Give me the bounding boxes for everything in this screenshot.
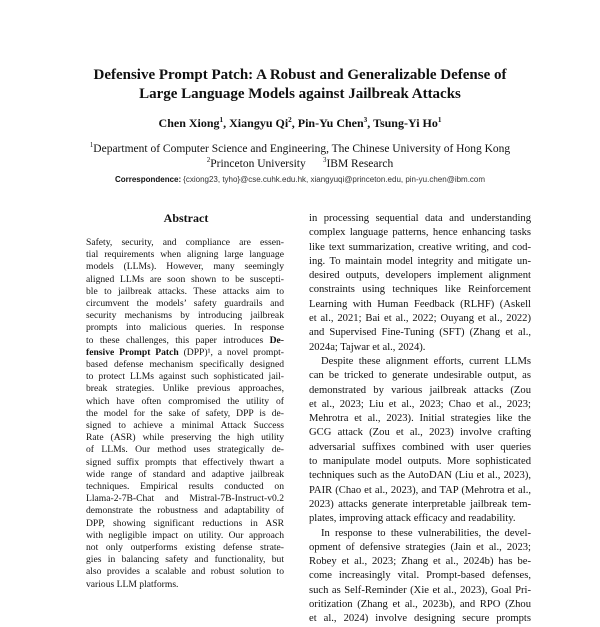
abstract-line: not only outperforms existing defense strate- (86, 542, 284, 554)
abstract-line: fensive Prompt Patch (DPP)¹, a novel prompt- (86, 346, 284, 358)
abstract-line: to protect LLMs against such sophisticated jail- (86, 371, 284, 383)
abstract-line: with negligible impact on utility. Our approach (86, 529, 284, 541)
intro-line: opment of defensive strategies (Jain et al., 2023; (309, 541, 531, 553)
affiliation-1 (0, 142, 600, 157)
intro-line: to manipulate model outputs. More sophisticated (309, 456, 531, 468)
abstract-line: techniques. Empirical results conducted on (86, 481, 284, 493)
intro-line: complex language patterns, hence enhancing tasks (309, 227, 531, 239)
intro-line: et al., 2024) involve designing secure prompts (309, 613, 531, 625)
intro-line: Mehrotra et al., 2023). Initial strategies like the (309, 413, 531, 425)
author-affil-sup: 1 (437, 116, 442, 124)
title-line-2: Large Language Models against Jailbreak Attacks (139, 85, 461, 102)
abstract-line: Llama-2-7B-Chat and Mistral-7B-Instruct-v0.2 (86, 493, 284, 505)
correspondence-emails: {cxiong23, tyho}@cse.cuhk.edu.hk, xiangyuqi@princeton.edu, pin-yu.chen@ibm.com (183, 175, 486, 184)
intro-line: demonstrated by various jailbreak attacks (Zou (309, 384, 531, 396)
abstract-line: signed to achieve a minimal Attack Success (86, 420, 284, 432)
intro-line: oritization (Zhang et al., 2023b), and RPO (Zhou (309, 599, 531, 611)
abstract-line: demonstrate the robustness and adaptability of (86, 505, 284, 517)
affil-text: Department of Computer Science and Engineering, The Chinese University of Hong Kong (93, 143, 511, 155)
intro-line: come increasingly vital. Prompt-based defenses, (309, 570, 531, 582)
abstract-line: security mechanisms by introducing jailbreak (86, 310, 284, 322)
intro-line: Learning with Human Feedback (RLHF) (Askell (309, 298, 531, 310)
intro-line: such as Self-Reminder (Xie et al., 2023), Goal Pri- (309, 584, 531, 596)
intro-line: 2023) attacks generate interpretable jailbreak tem- (309, 498, 531, 510)
abstract-line: tial requirements when aligning large language (86, 249, 284, 261)
paper-title (0, 66, 600, 103)
intro-line: constraints using techniques like Reinforcement (309, 284, 531, 296)
abstract-line: signed suffix prompts that effectively thwart a (86, 456, 284, 468)
abstract-heading: Abstract (163, 211, 209, 225)
author-name: Chen Xiong (158, 116, 220, 130)
abstract-line: the model for the sake of safety, DPP is de- (86, 407, 284, 419)
author-name: Pin-Yu Chen (297, 116, 364, 130)
author-affil-sup: 2 (288, 116, 292, 124)
author-affil-sup: 3 (363, 116, 368, 124)
abstract-line: to these challenges, this paper introduces De- (86, 334, 284, 346)
intro-line: In response to these vulnerabilities, the devel- (321, 527, 531, 539)
intro-line: PAIR (Chao et al., 2023), and TAP (Mehrotra et al., (309, 484, 531, 496)
abstract-line: based defense mechanism specifically designed (86, 359, 284, 371)
abstract-line: models (LLMs). However, many seemingly (86, 261, 284, 273)
intro-line: can be tricked to generate undesirable output, as (309, 370, 531, 382)
intro-line: 2024a; Tajwar et al., 2024). (309, 341, 426, 353)
intro-line: desired outputs, developers implement alignment (309, 270, 531, 282)
abstract-line: aligned LLMs are soon shown to be suscepti- (86, 273, 284, 285)
author-list: Chen Xiong$^1$, Xiangyu Qi$^2$, Pin-Yu Chen$^3$, Tsung-Yi Ho$^1$ (158, 116, 442, 130)
abstract-line: Safety, security, and compliance are essen- (86, 237, 284, 248)
abstract-body (86, 237, 284, 591)
affiliations (0, 142, 600, 171)
abstract-line: of LLMs. Our method uses strategically de- (86, 444, 284, 456)
correspondence (0, 175, 600, 184)
affil-text: Princeton University (210, 157, 306, 170)
abstract-line: prompts into malicious queries. In response (86, 322, 284, 334)
affil-text: IBM Research (326, 157, 394, 170)
abstract-line: also provides a scalable and robust solution to (86, 566, 284, 578)
intro-line: adversarial suffixes combined with user queries (309, 441, 531, 453)
introduction-body (309, 212, 531, 627)
correspondence-label: Correspondence: (114, 175, 182, 184)
intro-line: Robey et al., 2023; Zhang et al., 2024b) has be- (309, 556, 531, 568)
intro-line: plates, improving attack efficacy and readability. (309, 513, 516, 525)
affil-sup: 1 (89, 142, 94, 150)
intro-line: ing. To maintain model integrity and mitigate un- (309, 255, 531, 267)
abstract-line: various LLM platforms. (86, 578, 179, 590)
affil-sup: 3 (323, 156, 327, 164)
intro-line: techniques such as the AutoDAN (Liu et al., 2023), (309, 470, 531, 482)
title-line-1: Defensive Prompt Patch: A Robust and Generalizable Defense of (93, 67, 507, 83)
abstract-line: wide range of standard and adaptive jailbreak (86, 468, 284, 480)
abstract-line: gies in balancing safety and functionality, but (86, 554, 284, 566)
intro-line: et al., 2023; Liu et al., 2023; Chao et al., 2023; (309, 398, 531, 410)
abstract-line: ble to jailbreak attacks. These attacks aim to (86, 285, 284, 297)
intro-line: in processing sequential data and understanding (309, 213, 531, 224)
author-name: Xiangyu Qi (229, 116, 289, 130)
author-name: Tsung-Yi Ho (373, 116, 438, 130)
affiliation-2-3 (0, 157, 600, 172)
abstract-line: Rate (ASR) while preserving the high utility (86, 432, 284, 444)
intro-line: GCG attack (Zou et al., 2023) involve crafting (309, 427, 531, 439)
abstract-line: DPP, showing significant reductions in ASR (86, 517, 284, 529)
intro-line: like text summarization, creative writing, and cod- (309, 241, 531, 253)
affil-sup: 2 (206, 156, 211, 164)
author-affil-sup: 1 (219, 116, 224, 124)
intro-line: Despite these alignment efforts, current LLMs (321, 355, 531, 367)
abstract-line: circumvent the models’ safety guardrails and (86, 298, 284, 310)
intro-line: and Supervised Fine-Tuning (SFT) (Zhang et al., (309, 327, 531, 339)
intro-line: et al., 2021; Bai et al., 2022; Ouyang et al., 2022) (309, 313, 531, 325)
abstract-line: break strategies. Unlike previous approaches, (86, 383, 284, 395)
abstract-line: which have often compromised the utility of (86, 395, 284, 407)
